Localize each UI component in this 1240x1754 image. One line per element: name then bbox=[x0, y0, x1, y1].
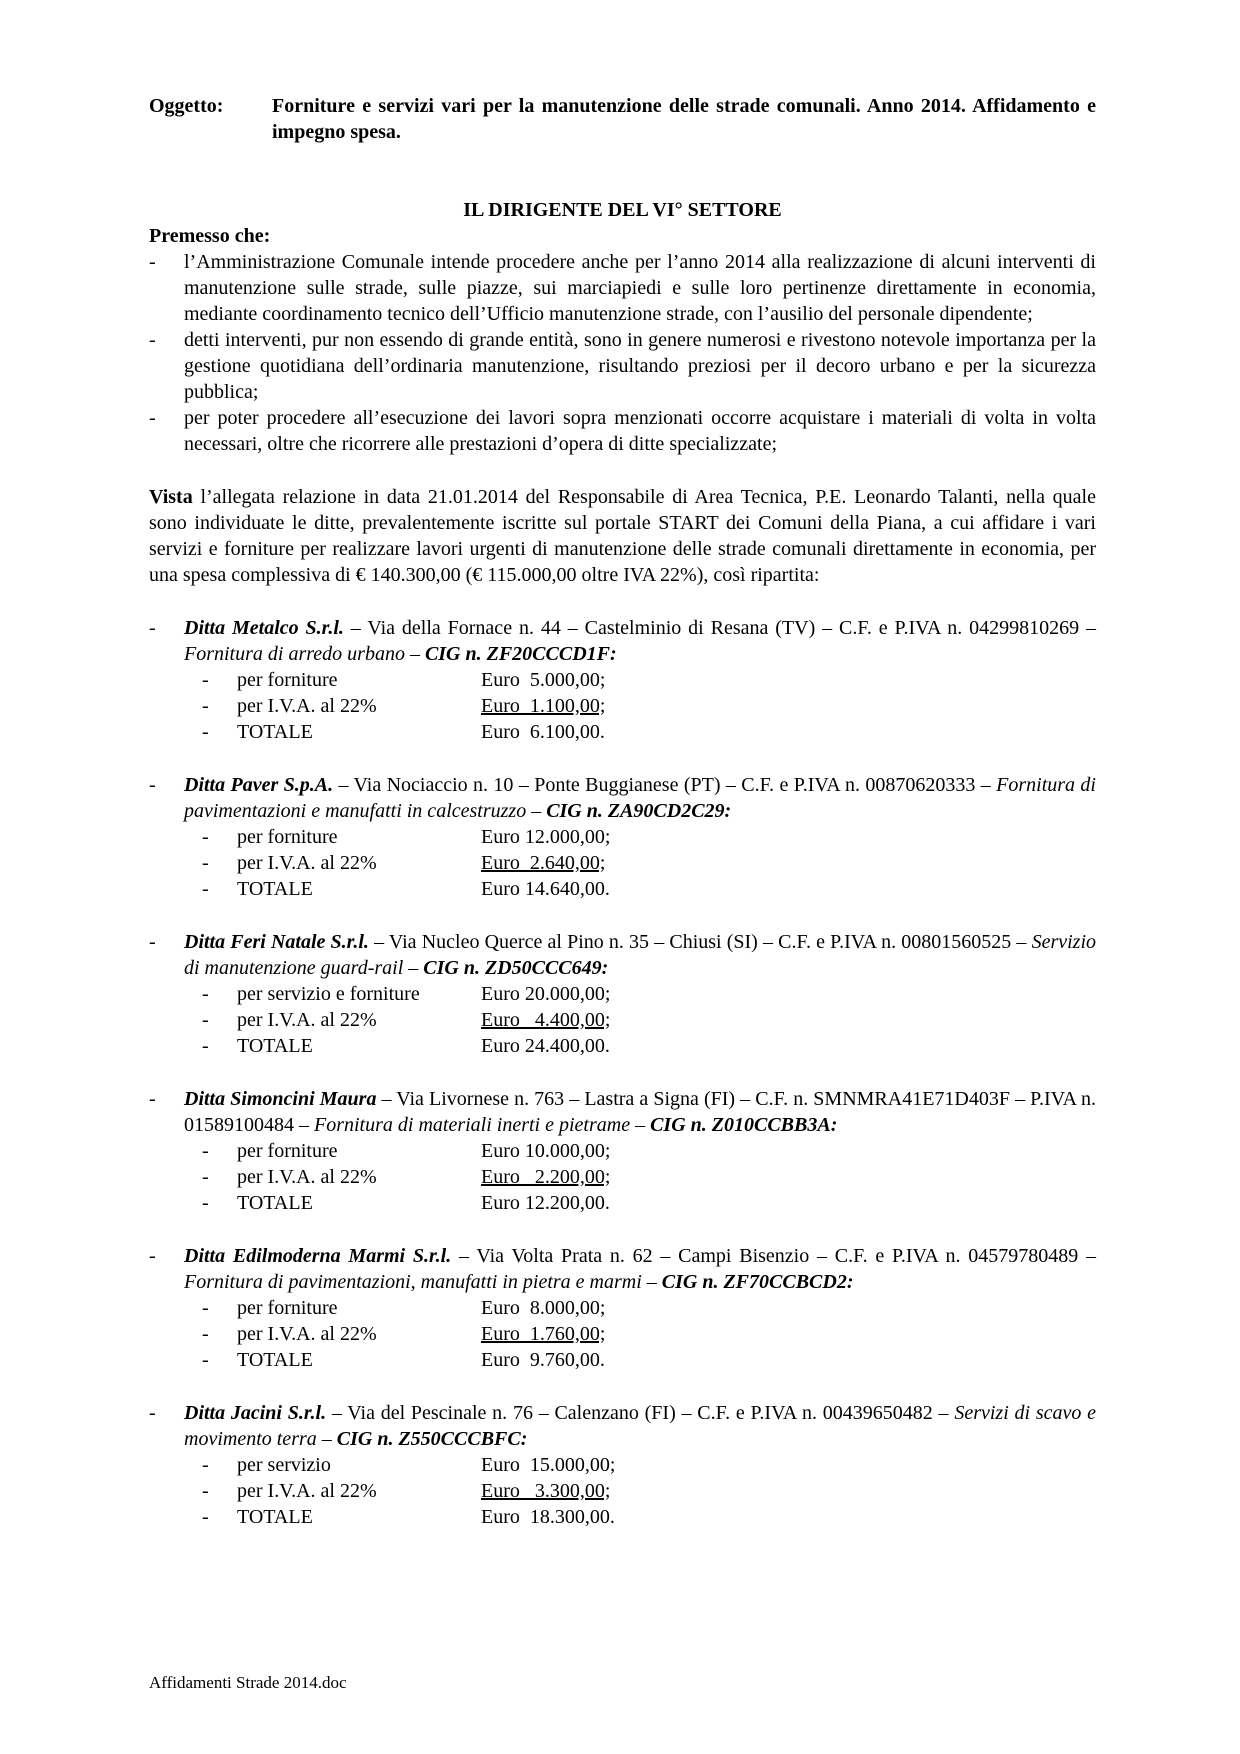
vista-lead: Vista bbox=[149, 486, 193, 508]
cost-row bbox=[202, 876, 1096, 902]
cost-amount: Euro 12.200,00. bbox=[481, 1192, 610, 1214]
cost-row bbox=[202, 1138, 1096, 1164]
cost-row bbox=[202, 1347, 1096, 1373]
cost-label: per I.V.A. al 22% bbox=[237, 1009, 377, 1031]
company-heading-text bbox=[184, 1243, 1096, 1295]
company-heading-text bbox=[184, 929, 1096, 981]
company-service: Servizio di manutenzione guard-rail bbox=[184, 931, 1096, 979]
cost-row bbox=[202, 1321, 1096, 1347]
company-heading bbox=[149, 929, 1096, 981]
premise-bullet bbox=[149, 249, 1096, 327]
premesso-heading: Premesso che: bbox=[149, 225, 271, 247]
page-title: IL DIRIGENTE DEL VI° SETTORE bbox=[463, 199, 782, 221]
company-name: Ditta Jacini S.r.l. bbox=[184, 1402, 327, 1424]
cost-row bbox=[202, 1478, 1096, 1504]
cost-amount: Euro 5.000,00; bbox=[481, 669, 606, 691]
cost-amount: Euro 1.760,00; bbox=[481, 1323, 606, 1345]
separator: – bbox=[316, 1428, 337, 1450]
oggetto-header bbox=[149, 93, 1096, 145]
cost-label: per forniture bbox=[237, 1140, 338, 1162]
bullet-dash: - bbox=[202, 1480, 209, 1502]
cost-label: per I.V.A. al 22% bbox=[237, 1166, 377, 1188]
company-cig: CIG n. ZA90CD2C29: bbox=[546, 800, 732, 822]
bullet-dash: - bbox=[149, 774, 156, 796]
cost-row bbox=[202, 981, 1096, 1007]
cost-row bbox=[202, 719, 1096, 745]
cost-amount: Euro 4.400,00; bbox=[481, 1009, 611, 1031]
company-service: Servizi di scavo e movimento terra bbox=[184, 1402, 1096, 1450]
vista-text: l’allegata relazione in data 21.01.2014 del Responsabile di Area Tecnica, P.E. Leonardo Talanti, nella quale sono individuate le ditte, prevalentemente iscritte sul portale START dei Comuni della Piana, a cui affidare i vari servizi e forniture per realizzare lavori urgenti di manutenzione delle strade comunali direttamente in economia, per una spesa complessiva di € 140.300,00 (€ 115.000,00 oltre IVA 22%), così ripartita: bbox=[149, 486, 1096, 586]
company-service: Fornitura di pavimentazioni e manufatti in calcestruzzo bbox=[184, 774, 1096, 822]
bullet-dash: - bbox=[202, 695, 209, 717]
bullet-dash: - bbox=[149, 1402, 156, 1424]
company-name: Ditta Edilmoderna Marmi S.r.l. bbox=[184, 1245, 452, 1267]
oggetto-text bbox=[272, 93, 1096, 145]
bullet-dash: - bbox=[202, 1192, 209, 1214]
company-address: – Via Nucleo Querce al Pino n. 35 – Chiusi (SI) – C.F. e P.IVA n. 00801560525 – bbox=[368, 931, 1032, 953]
cost-label: per I.V.A. al 22% bbox=[237, 1480, 377, 1502]
bullet-dash: - bbox=[149, 329, 156, 351]
company-service: Fornitura di materiali inerti e pietrame bbox=[314, 1114, 631, 1136]
bullet-dash: - bbox=[202, 1140, 209, 1162]
cost-label: per I.V.A. al 22% bbox=[237, 1323, 377, 1345]
company-heading bbox=[149, 1086, 1096, 1138]
cost-label: per forniture bbox=[237, 669, 338, 691]
company-item bbox=[149, 929, 1096, 1059]
cost-row bbox=[202, 693, 1096, 719]
companies-list bbox=[149, 615, 1096, 1530]
company-address: – Via Nociaccio n. 10 – Ponte Buggianese (PT) – C.F. e P.IVA n. 00870620333 – bbox=[333, 774, 997, 796]
cost-amount: Euro 2.200,00; bbox=[481, 1166, 611, 1188]
cost-row bbox=[202, 1452, 1096, 1478]
bullet-dash: - bbox=[202, 826, 209, 848]
company-heading bbox=[149, 772, 1096, 824]
bullet-dash: - bbox=[202, 1297, 209, 1319]
company-heading bbox=[149, 1400, 1096, 1452]
cost-amount: Euro 12.000,00; bbox=[481, 826, 611, 848]
company-service: Fornitura di pavimentazioni, manufatti in pietra e marmi bbox=[184, 1271, 642, 1293]
cost-label: per forniture bbox=[237, 826, 338, 848]
cost-row bbox=[202, 824, 1096, 850]
cost-row bbox=[202, 1007, 1096, 1033]
bullet-dash: - bbox=[149, 617, 156, 639]
cost-label: TOTALE bbox=[237, 1192, 313, 1214]
cost-label: per servizio e forniture bbox=[237, 983, 420, 1005]
oggetto-label: Oggetto: bbox=[149, 95, 224, 117]
bullet-dash: - bbox=[202, 669, 209, 691]
premise-bullet bbox=[149, 405, 1096, 457]
cost-amount: Euro 3.300,00; bbox=[481, 1480, 611, 1502]
cost-row bbox=[202, 1190, 1096, 1216]
separator: – bbox=[404, 643, 425, 665]
company-item bbox=[149, 1243, 1096, 1373]
company-item bbox=[149, 772, 1096, 902]
company-heading-text bbox=[184, 615, 1096, 667]
cost-label: TOTALE bbox=[237, 878, 313, 900]
bullet-text: detti interventi, pur non essendo di grande entità, sono in genere numerosi e rivestono notevole importanza per la gestione quotidiana dell’ordinaria manutenzione, risultando preziosi per il decoro urbano e per la sicurezza pubblica; bbox=[184, 329, 1096, 403]
company-address: – Via della Fornace n. 44 – Castelminio di Resana (TV) – C.F. e P.IVA n. 04299810269 – bbox=[343, 617, 1096, 639]
oggetto-line2: Affidamento e impegno spesa. bbox=[272, 95, 1097, 143]
premise-bullet bbox=[149, 327, 1096, 405]
bullet-dash: - bbox=[202, 878, 209, 900]
bullet-dash: - bbox=[202, 1035, 209, 1057]
bullet-dash: - bbox=[149, 407, 156, 429]
bullet-dash: - bbox=[202, 1349, 209, 1371]
company-address: – Via Volta Prata n. 62 – Campi Bisenzio – C.F. e P.IVA n. 04579780489 – bbox=[451, 1245, 1097, 1267]
company-item bbox=[149, 615, 1096, 745]
separator: – bbox=[403, 957, 424, 979]
company-name: Ditta Simoncini Maura bbox=[184, 1088, 377, 1110]
cost-row bbox=[202, 1033, 1096, 1059]
company-cig: CIG n. ZF20CCCD1F: bbox=[424, 643, 617, 665]
company-cig: CIG n. Z550CCCBFC: bbox=[336, 1428, 528, 1450]
cost-amount: Euro 6.100,00. bbox=[481, 721, 605, 743]
cost-row bbox=[202, 667, 1096, 693]
cost-amount: Euro 15.000,00; bbox=[481, 1454, 616, 1476]
company-cig: CIG n. Z010CCBB3A: bbox=[650, 1114, 838, 1136]
cost-amount: Euro 8.000,00; bbox=[481, 1297, 606, 1319]
bullet-dash: - bbox=[149, 931, 156, 953]
company-cig: CIG n. ZD50CCC649: bbox=[423, 957, 609, 979]
company-heading bbox=[149, 615, 1096, 667]
separator: – bbox=[630, 1114, 651, 1136]
company-heading-text bbox=[184, 772, 1096, 824]
cost-row bbox=[202, 1164, 1096, 1190]
bullet-dash: - bbox=[202, 1506, 209, 1528]
cost-label: TOTALE bbox=[237, 1349, 313, 1371]
company-address: – Via Livornese n. 763 – Lastra a Signa (FI) – C.F. n. SMNMRA41E71D403F – P.IVA n. 01589100484 – bbox=[184, 1088, 1097, 1136]
cost-amount: Euro 14.640,00. bbox=[481, 878, 610, 900]
bullet-dash: - bbox=[202, 1323, 209, 1345]
cost-amount: Euro 2.640,00; bbox=[481, 852, 606, 874]
company-service: Fornitura di arredo urbano bbox=[184, 643, 405, 665]
bullet-dash: - bbox=[149, 1088, 156, 1110]
company-name: Ditta Paver S.p.A. bbox=[184, 774, 334, 796]
bullet-dash: - bbox=[202, 983, 209, 1005]
oggetto-line1: Forniture e servizi vari per la manutenzione delle strade comunali. Anno 2014. bbox=[272, 95, 966, 117]
cost-amount: Euro 9.760,00. bbox=[481, 1349, 605, 1371]
cost-row bbox=[202, 1504, 1096, 1530]
company-item bbox=[149, 1086, 1096, 1216]
cost-amount: Euro 10.000,00; bbox=[481, 1140, 611, 1162]
cost-row bbox=[202, 1295, 1096, 1321]
cost-label: per I.V.A. al 22% bbox=[237, 695, 377, 717]
bullet-dash: - bbox=[202, 1009, 209, 1031]
cost-label: TOTALE bbox=[237, 1035, 313, 1057]
footer-filename: Affidamenti Strade 2014.doc bbox=[149, 1673, 347, 1692]
company-heading-text bbox=[184, 1086, 1096, 1138]
bullet-text: l’Amministrazione Comunale intende procedere anche per l’anno 2014 alla realizzazione di alcuni interventi di manutenzione sulle strade, sulle piazze, sui marciapiedi e sulle loro pertinenze direttamente in economia, mediante coordinamento tecnico dell’Ufficio manutenzione strade, con l’ausilio del personale dipendente; bbox=[184, 251, 1096, 325]
separator: – bbox=[526, 800, 547, 822]
cost-amount: Euro 24.400,00. bbox=[481, 1035, 610, 1057]
vista-paragraph bbox=[149, 484, 1096, 588]
bullet-dash: - bbox=[149, 1245, 156, 1267]
bullet-dash: - bbox=[202, 1454, 209, 1476]
bullet-text: per poter procedere all’esecuzione dei lavori sopra menzionati occorre acquistare i materiali di volta in volta necessari, oltre che ricorrere alle prestazioni d’opera di ditte specializzate; bbox=[184, 407, 1096, 455]
bullet-dash: - bbox=[202, 1166, 209, 1188]
cost-label: TOTALE bbox=[237, 1506, 313, 1528]
cost-row bbox=[202, 850, 1096, 876]
company-item bbox=[149, 1400, 1096, 1530]
cost-amount: Euro 1.100,00; bbox=[481, 695, 606, 717]
company-heading bbox=[149, 1243, 1096, 1295]
cost-label: per servizio bbox=[237, 1454, 331, 1476]
company-heading-text bbox=[184, 1400, 1096, 1452]
cost-label: TOTALE bbox=[237, 721, 313, 743]
cost-label: per I.V.A. al 22% bbox=[237, 852, 377, 874]
cost-label: per forniture bbox=[237, 1297, 338, 1319]
cost-amount: Euro 18.300,00. bbox=[481, 1506, 615, 1528]
bullet-dash: - bbox=[202, 721, 209, 743]
bullet-dash: - bbox=[149, 251, 156, 273]
company-name: Ditta Feri Natale S.r.l. bbox=[184, 931, 369, 953]
company-name: Ditta Metalco S.r.l. bbox=[184, 617, 344, 639]
company-address: – Via del Pescinale n. 76 – Calenzano (FI) – C.F. e P.IVA n. 00439650482 – bbox=[326, 1402, 955, 1424]
bullet-dash: - bbox=[202, 852, 209, 874]
cost-amount: Euro 20.000,00; bbox=[481, 983, 611, 1005]
company-cig: CIG n. ZF70CCBCD2: bbox=[661, 1271, 854, 1293]
separator: – bbox=[641, 1271, 662, 1293]
